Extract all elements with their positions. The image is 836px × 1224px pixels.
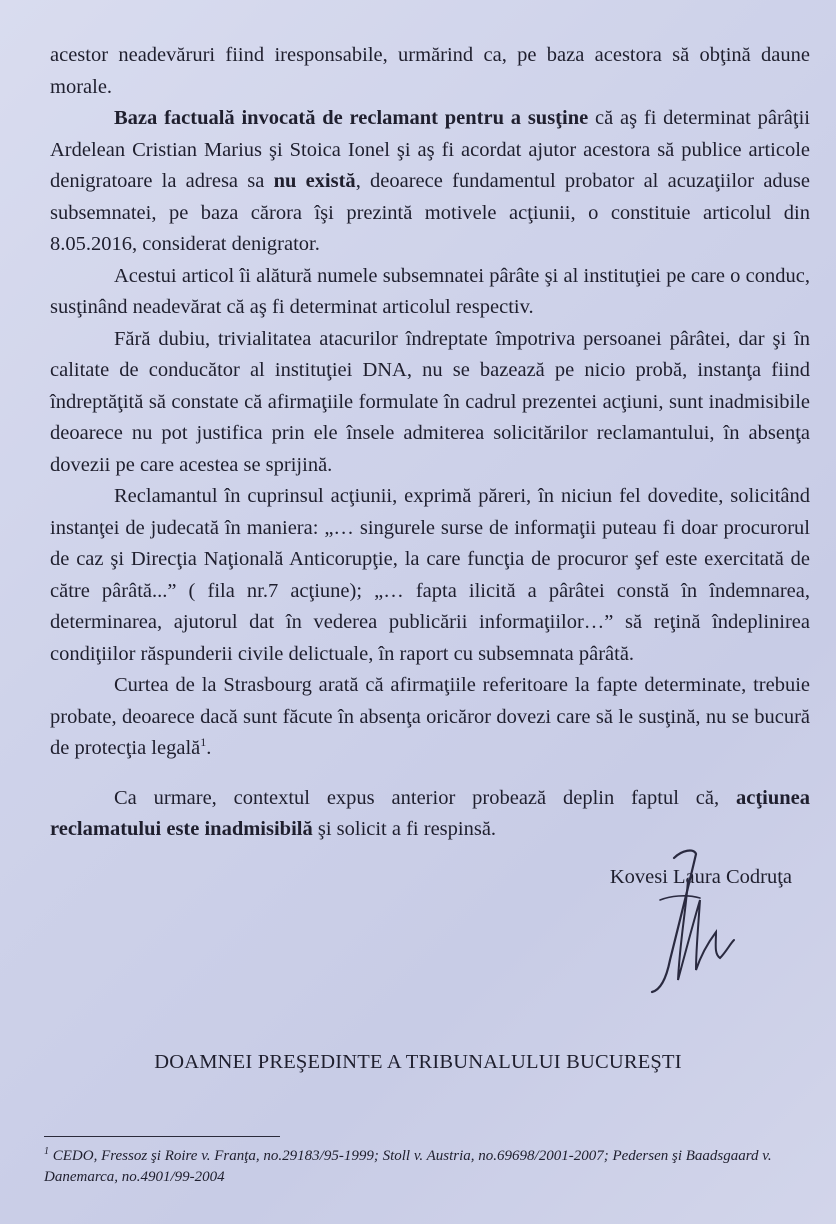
footnote-divider	[44, 1136, 280, 1137]
paragraph-4: Reclamantul în cuprinsul acţiunii, exprimă păreri, în niciun fel dovedite, solicitând instanţei de judecată în maniera: „… singurele surse de informaţii puteau fi doar procurorul de caz şi Direcţia Naţională Anticorupţie, la care funcţia de procuror şef este exercitată de către pârâtă...” ( fila nr.7 acţiune); „… fapta ilicită a pârâtei constă în îndemnarea, determinarea, ajutorul dat în vederea publicării informaţiilor…” să reţină îndeplinirea condiţiilor răspunderii civile delictuale, în raport cu subsemnata pârâtă.	[50, 485, 810, 665]
footnote-mark: 1	[44, 1146, 49, 1157]
paragraph-2: Acestui articol îi alătură numele subsemnatei pârâte şi al instituţiei pe care o conduc, susţinând neadevărat că aş fi determinat articolul respectiv.	[50, 264, 810, 318]
paragraph-5: Curtea de la Strasbourg arată că afirmaţiile referitoare la fapte determinate, trebuie probate, deoarece dacă sunt făcute în absenţa oricăror dovezi care să le susţină, nu se bucură de protecţia legală$^1$.	[50, 674, 810, 759]
bold-phrase: acţiunea reclamatului este inadmisibilă	[50, 786, 810, 840]
paragraph-1: Baza factuală invocată de reclamant pentru a susţine că aş fi determinat pârâţii Ardelean Cristian Marius şi Stoica Ionel şi aş fi acordat ajutor acestora să publice articole denigratoare la adresa sa nu există, deoarece fundamentul probator al acuzaţiilor aduse subsemnatei, pe baza cărora îşi prezintă motivele acţiunii, o constituie articolul din 8.05.2016, considerat denigrator.	[50, 107, 810, 255]
handwritten-signature	[630, 840, 750, 1000]
bold-phrase: nu există	[273, 170, 356, 192]
paragraph-0: acestor neadevăruri fiind iresponsabile, urmărind ca, pe baza acestora să obţină daune morale.	[50, 44, 810, 98]
signatory-name: Kovesi Laura Codruţa	[609, 866, 792, 888]
document-body	[50, 40, 810, 846]
paragraph-6: Ca urmare, contextul expus anterior probează deplin faptul că, acţiunea reclamatului este inadmisibilă şi solicit a fi respinsă.	[50, 786, 810, 840]
paragraph-3: Fără dubiu, trivialitatea atacurilor îndreptate împotriva persoanei pârâtei, dar şi în calitate de conducător al instituţiei DNA, nu se bazează pe nicio probă, instanţa fiind îndreptăţită să constate că afirmaţiile formulate în cadrul prezentei acţiuni, sunt inadmisibile deoarece nu pot justifica prin ele însele admiterea solicitărilor reclamantului, în absenţa dovezii pe care acestea se sprijină.	[50, 327, 810, 476]
addressee-heading: DOAMNEI PREŞEDINTE A TRIBUNALULUI BUCUREŞTI	[154, 1051, 682, 1073]
footnote: $^1$ CEDO, Fressoz şi Roire v. Franţa, no.29183/95-1999; Stoll v. Austria, no.69698/2001-2007; Pedersen şi Baadsgaard v. Danemarca, no.4901/99-2004	[44, 1146, 772, 1185]
bold-phrase: Baza factuală invocată de reclamant pentru a susţine	[114, 107, 589, 129]
footnote-ref: 1	[200, 735, 207, 750]
